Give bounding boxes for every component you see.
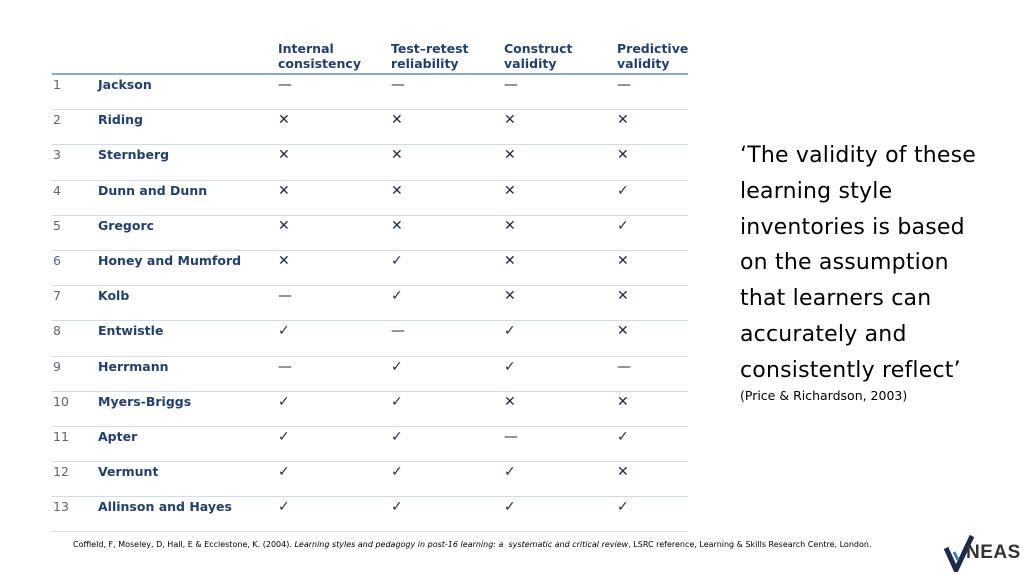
- row-number: 4: [53, 182, 61, 198]
- rating-cell: ✕: [504, 217, 516, 234]
- inventory-name: Allinson and Hayes: [98, 499, 232, 515]
- rating-cell: ✓: [504, 499, 516, 516]
- rating-cell: ✕: [278, 217, 290, 234]
- row-number: 5: [53, 217, 61, 233]
- rating-cell: ✓: [391, 358, 403, 375]
- rating-cell: ✕: [617, 147, 629, 164]
- rating-cell: ✓: [278, 393, 290, 410]
- inventory-name: Riding: [98, 112, 143, 128]
- rating-cell: ✓: [391, 499, 403, 516]
- rating-cell: ✓: [504, 323, 516, 340]
- table-row: [52, 392, 688, 427]
- rating-cell: —: [617, 358, 631, 375]
- rating-cell: ✓: [391, 428, 403, 445]
- rating-cell: —: [278, 77, 292, 93]
- row-number: 8: [53, 323, 61, 339]
- rating-cell: ✓: [391, 464, 403, 481]
- rating-cell: ✕: [617, 288, 629, 305]
- table-row: [52, 357, 688, 392]
- row-number: 7: [53, 288, 61, 304]
- quote-text: ‘The validity of these learning style inventories is based on the assumption that learners can accurately and consistently reflect’: [740, 143, 977, 383]
- rating-cell: —: [278, 288, 292, 305]
- table-row: [52, 321, 688, 356]
- table-row: [52, 110, 688, 145]
- rating-cell: ✕: [278, 182, 290, 199]
- table-row: [52, 462, 688, 497]
- table-row: [52, 286, 688, 321]
- row-number: 9: [53, 358, 61, 374]
- rating-cell: ✕: [504, 147, 516, 164]
- table-row: [52, 75, 688, 110]
- logo-text: NEAS: [966, 542, 1021, 563]
- rating-cell: ✕: [391, 182, 403, 199]
- rating-cell: ✓: [617, 182, 629, 199]
- inventory-name: Vermunt: [98, 464, 159, 480]
- rating-cell: ✕: [617, 112, 629, 129]
- rating-cell: ✕: [617, 464, 629, 481]
- rating-cell: ✕: [391, 112, 403, 129]
- row-number: 12: [53, 464, 69, 480]
- row-number: 2: [53, 112, 61, 128]
- rating-cell: ✕: [278, 112, 290, 129]
- table-row: [52, 145, 688, 180]
- rating-cell: —: [504, 428, 518, 445]
- table-row: [52, 427, 688, 462]
- row-number: 11: [53, 428, 69, 444]
- rating-cell: ✕: [504, 288, 516, 305]
- inventory-name: Jackson: [98, 77, 152, 92]
- header-construct-validity: Construct validity: [504, 41, 573, 71]
- reference-prefix: Coffield, F, Moseley, D, Hall, E & Ecclestone, K. (2004).: [73, 540, 295, 549]
- rating-cell: ✓: [617, 428, 629, 445]
- rating-cell: ✕: [504, 112, 516, 129]
- inventory-name: Apter: [98, 428, 138, 444]
- inventory-name: Herrmann: [98, 358, 169, 374]
- table-row: [52, 181, 688, 216]
- rating-cell: ✕: [504, 182, 516, 199]
- rating-cell: —: [504, 77, 518, 93]
- rating-cell: ✓: [391, 288, 403, 305]
- rating-cell: ✕: [391, 147, 403, 164]
- rating-cell: ✕: [504, 393, 516, 410]
- rating-cell: ✓: [391, 252, 403, 269]
- header-internal-consistency: Internal consistency: [278, 41, 361, 71]
- rating-cell: ✕: [617, 393, 629, 410]
- rating-cell: ✓: [617, 217, 629, 234]
- header-predictive-validity: Predictive validity: [617, 41, 689, 71]
- reference-line: [73, 540, 871, 549]
- table-row: [52, 497, 688, 532]
- row-number: 13: [53, 499, 69, 515]
- row-number: 1: [53, 77, 61, 92]
- reference-title: Learning styles and pedagogy in post-16 learning: a systematic and critical review: [294, 540, 629, 549]
- neas-logo: [944, 534, 1022, 572]
- row-number: 6: [53, 252, 61, 268]
- quote-citation: (Price & Richardson, 2003): [740, 388, 908, 403]
- inventory-name: Myers-Briggs: [98, 393, 192, 409]
- rating-cell: ✕: [504, 252, 516, 269]
- rating-cell: ✓: [278, 499, 290, 516]
- table-row: [52, 216, 688, 251]
- rating-cell: ✓: [391, 393, 403, 410]
- header-test-retest-reliability: Test–retest reliability: [391, 41, 469, 71]
- table-row: [52, 251, 688, 286]
- rating-cell: ✓: [278, 428, 290, 445]
- row-number: 3: [53, 147, 61, 163]
- rating-cell: ✓: [278, 464, 290, 481]
- rating-cell: ✕: [278, 147, 290, 164]
- rating-cell: ✕: [278, 252, 290, 269]
- rating-cell: ✓: [504, 464, 516, 481]
- rating-cell: ✕: [617, 323, 629, 340]
- validity-table: [52, 41, 688, 532]
- inventory-name: Entwistle: [98, 323, 164, 339]
- rating-cell: —: [391, 77, 405, 93]
- row-number: 10: [53, 393, 69, 409]
- rating-cell: ✕: [617, 252, 629, 269]
- rating-cell: —: [278, 358, 292, 375]
- inventory-name: Sternberg: [98, 147, 170, 163]
- rating-cell: ✓: [504, 358, 516, 375]
- rating-cell: ✕: [391, 217, 403, 234]
- rating-cell: —: [391, 323, 405, 340]
- table-body: [52, 75, 688, 532]
- inventory-name: Gregorc: [98, 217, 155, 233]
- rating-cell: ✓: [278, 323, 290, 340]
- table-header-row: [52, 41, 688, 75]
- inventory-name: Kolb: [98, 288, 130, 304]
- reference-suffix: , LSRC reference, Learning & Skills Research Centre, London.: [628, 540, 872, 549]
- inventory-name: Honey and Mumford: [98, 252, 242, 268]
- rating-cell: ✓: [617, 499, 629, 516]
- inventory-name: Dunn and Dunn: [98, 182, 208, 198]
- rating-cell: —: [617, 77, 631, 93]
